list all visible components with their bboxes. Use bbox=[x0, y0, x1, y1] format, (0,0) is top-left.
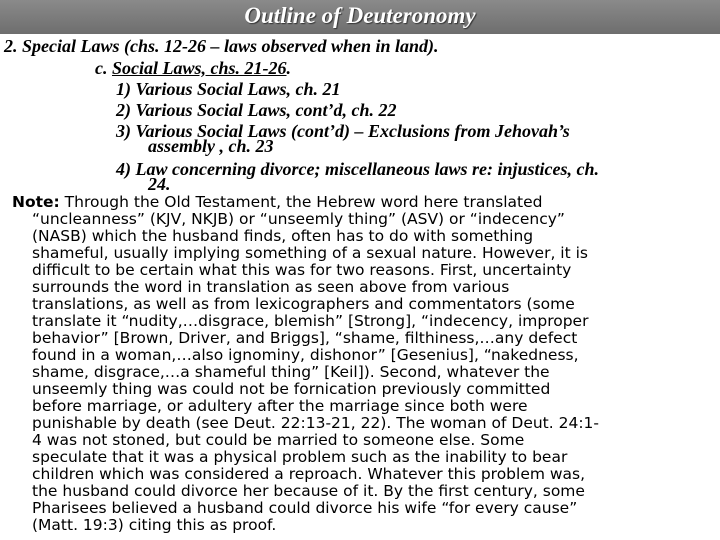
note-line: found in a woman,…also ignominy, dishonor” [Gesenius], “nakedness, bbox=[32, 346, 579, 364]
note-line: before marriage, or adultery after the marriage since both were bbox=[32, 397, 528, 415]
subsection-suffix: . bbox=[286, 58, 292, 78]
note-line: (Matt. 19:3) citing this as proof. bbox=[32, 516, 277, 534]
note-line: punishable by death (see Deut. 22:13-21, 22). The woman of Deut. 24:1- bbox=[32, 414, 600, 432]
outline-item-3-cont: assembly , ch. 23 bbox=[148, 136, 274, 156]
note-line: unseemly thing was could not be fornication previously committed bbox=[32, 380, 551, 398]
subsection-prefix: c. bbox=[95, 58, 112, 78]
note-line: surrounds the word in translation as seen above from various bbox=[32, 278, 510, 296]
note-label: Note: bbox=[12, 193, 60, 211]
note-line: translate it “nudity,…disgrace, blemish” [Strong], “indecency, improper bbox=[32, 312, 589, 330]
note-line: difficult to be certain what this was for two reasons. First, uncertainty bbox=[32, 261, 572, 279]
note-line: (NASB) which the husband finds, often has to do with something bbox=[32, 227, 534, 245]
outline-item-4-cont: 24. bbox=[148, 174, 171, 194]
section-heading: 2. Special Laws (chs. 12-26 – laws observed when in land). bbox=[4, 36, 439, 56]
note-line: shame, disgrace,…a shameful thing” [Keil]). Second, whatever the bbox=[32, 363, 550, 381]
subsection-title: Social Laws, chs. 21-26 bbox=[112, 58, 287, 78]
note-line bbox=[12, 194, 543, 210]
outline-item-4: 4) Law concerning divorce; miscellaneous laws re: injustices, ch. bbox=[116, 159, 599, 179]
outline-item-1: 1) Various Social Laws, ch. 21 bbox=[116, 79, 341, 99]
note-text: Through the Old Testament, the Hebrew word here translated bbox=[59, 193, 543, 211]
outline-item-2: 2) Various Social Laws, cont’d, ch. 22 bbox=[116, 100, 397, 120]
note-line: behavior” [Brown, Driver, and Briggs], “shame, filthiness,…any defect bbox=[32, 329, 578, 347]
note-line: translations, as well as from lexicographers and commentators (some bbox=[32, 295, 575, 313]
note-line: shameful, usually implying something of a sexual nature. However, it is bbox=[32, 244, 589, 262]
note-line: 4 was not stoned, but could be married to someone else. Some bbox=[32, 431, 525, 449]
note-line: children which was considered a reproach. Whatever this problem was, bbox=[32, 465, 586, 483]
subsection-heading bbox=[95, 59, 291, 77]
slide-title: Outline of Deuteronomy bbox=[244, 3, 476, 28]
note-line: Pharisees believed a husband could divorce his wife “for every cause” bbox=[32, 499, 578, 517]
note-line: the husband could divorce her because of it. By the first century, some bbox=[32, 482, 585, 500]
note-line: “uncleanness” (KJV, NKJB) or “unseemly thing” (ASV) or “indecency” bbox=[32, 210, 565, 228]
note-line: speculate that it was a physical problem such as the inability to bear bbox=[32, 448, 568, 466]
outline-item-3: 3) Various Social Laws (cont’d) – Exclusions from Jehovah’s bbox=[116, 121, 570, 141]
